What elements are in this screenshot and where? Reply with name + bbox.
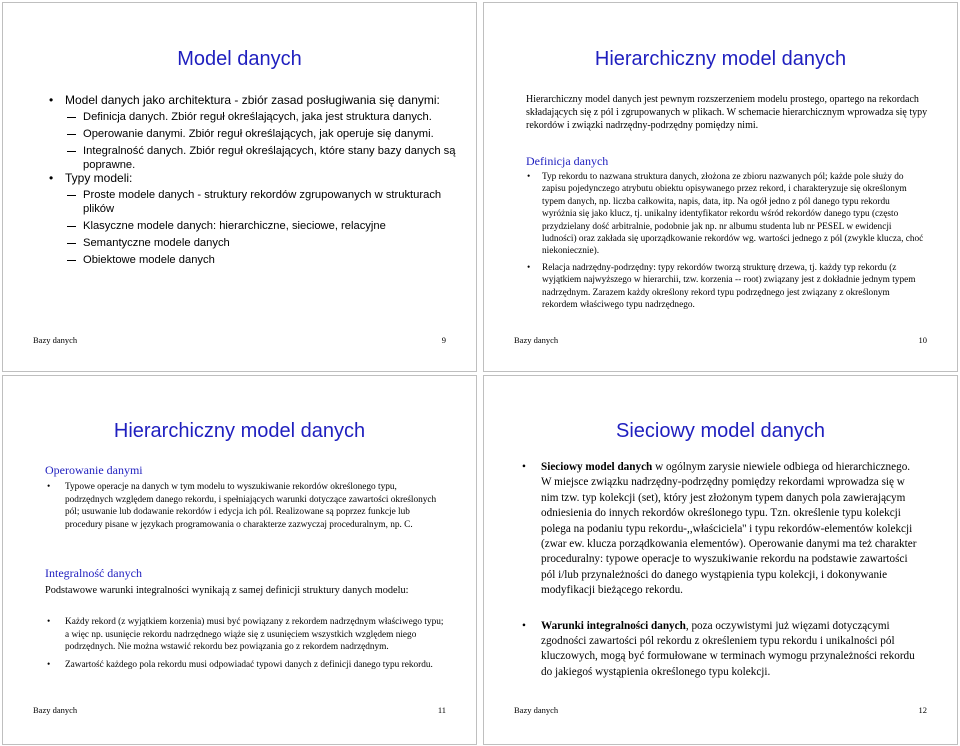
slide-title: Hierarchiczny model danych (113, 420, 366, 442)
page-number: 12 (918, 705, 927, 715)
footer-course: Bazy danych (33, 705, 78, 715)
slide-title: Hierarchiczny model danych (594, 48, 847, 70)
bullet-list (526, 171, 926, 315)
page-number: 9 (441, 335, 446, 345)
slide-body (51, 93, 461, 267)
bullet-list (45, 616, 445, 676)
bullet-item: • Relacja nadrzędny-podrzędny: typy rekordów tworzą strukturę drzewa, tj. każdy typ rekordu (z wyjątkiem najwyższego w hierarchii, tzw. korzenia -- root) związany jest z dokładnie jednym typem nadrzędnym. Zarazem każdy określony rekord typu podrzędnego jest związany z określonym rekordem właściwego typu nadrzędnego. (526, 262, 926, 312)
bullet-item: • Typy modeli: (51, 171, 461, 186)
sub-item: Integralność danych. Zbiór reguł określających, które stany bazy danych są poprawne. (51, 144, 461, 172)
sub-item: Definicja danych. Zbiór reguł określających, jaka jest struktura danych. (51, 110, 461, 124)
bullet-item: • Każdy rekord (z wyjątkiem korzenia) musi być powiązany z rekordem nadrzędnym właściwego typu; a więc np. usunięcie rekordu nadrzędnego wiąże się z usunięciem wszystkich względem niego podrzędnych. Nie można wstawić rekordu bez powiązania go z rekordem nadrzędnym. (45, 616, 445, 654)
slide-11 (2, 375, 477, 745)
footer-course: Bazy danych (514, 705, 559, 715)
section-heading: Integralność danych (45, 566, 142, 580)
section-heading: Definicja danych (526, 154, 609, 168)
bullet-text: w ogólnym zarysie niewiele odbiega od hierarchicznego. W miejsce związku nadrzędny-podrzędny pomiędzy rekordami wprowadza się w nim tzw. typ kolekcji (set), który jest złożonym typem danych pola zawierającym odniesienia do innych rekordów określonego typu. Tzn. określenie typu kolekcji polega na podaniu typu rekordu-,,właściciela'' i typu rekordów-elementów kolekcji (zwar ew. klucza porządkowania elementów). Operowanie danymi ma też charakter proceduralny: typowe operacje to wyszukiwanie rekordu na podstawie zawartości pól i/lub przynależności do danego wystąpienia typu kolekcji, i dokonywanie modyfikacji bieżącego rekordu. (541, 461, 917, 597)
slide-title: Sieciowy model danych (616, 420, 825, 442)
bullet-item: • Typowe operacje na danych w tym modelu to wyszukiwanie rekordów określonego typu, podrzędnych względem danego rekordu, i spełniających warunki dotyczące zawartości określonych pól; usuwanie lub dodawanie rekordów i edycja ich pól. Realizowane są poprzez funkcje lub procedury pisane w językach programowania o charakterze zazwyczaj proceduralnym, np. C. (45, 481, 445, 531)
footer-course: Bazy danych (514, 335, 559, 345)
bold-term: Warunki integralności danych (541, 619, 686, 632)
sub-item: Operowanie danymi. Zbiór reguł określających, jak operuje się danymi. (51, 127, 461, 141)
bullet-item: • Zawartość każdego pola rekordu musi odpowiadać typowi danych z definicji danego typu rekordu. (45, 659, 445, 672)
page-number: 11 (437, 705, 446, 715)
slide-title: Model danych (177, 48, 302, 70)
bullet-item: • Typ rekordu to nazwana struktura danych, złożona ze zbioru nazwanych pól; każde pole służy do zapisu pojedynczego atrybutu obiektu opisywanego przez rekord, i charakteryzuje się określonym typem danych, np. liczba całkowita, napis, data, itp. Na ogół jedno z pól danego typu rekordu wyróżnia się jako klucz, tj. unikalny identyfikator rekordu wśród rekordów danego typu (często przydzielany dość arbitralnie, podobnie jak np. nr albumu studenta lub nr PESEL w ewidencji ludności) oraz zakłada się uporządkowanie rekordów wg. wartości jednego z pól (zwykle klucza, choć niekoniecznie). (526, 171, 926, 258)
bullet-list (522, 460, 922, 700)
bullet-text: , poza oczywistymi już więzami dotyczącymi zgodności zawartości pól rekordu z określeniem typu rekordu i unikalności pól kluczowych, mogą być formułowane w terminach wymogu przynależności rekordu do jakiegoś wystąpienia określonego typu kolekcji. (541, 619, 915, 678)
bold-term: Sieciowy model danych (541, 461, 653, 473)
footer-course: Bazy danych (33, 335, 78, 345)
sub-item: Proste modele danych - struktury rekordów zgrupowanych w strukturach plików (51, 188, 461, 216)
slide-12 (483, 375, 958, 745)
bullet-list (45, 481, 445, 536)
bullet-item (522, 460, 922, 599)
bullet-item (522, 619, 922, 681)
slide-10 (483, 2, 958, 372)
bullet-item: • Model danych jako architektura - zbiór zasad posługiwania się danymi: (51, 93, 461, 108)
intro-paragraph: Hierarchiczny model danych jest pewnym rozszerzeniem modelu prostego, opartego na rekordach składających się z pól i zgrupowanych w plikach. W schemacie hierarchicznym wprowadza się typy rekordów i związki nadrzędny-podrzędny pomiędzy nimi. (526, 94, 928, 131)
sub-item: Semantyczne modele danych (51, 236, 461, 250)
section-heading: Operowanie danymi (45, 463, 143, 477)
sub-item: Obiektowe modele danych (51, 253, 461, 267)
slide-9 (2, 2, 477, 372)
page-number: 10 (918, 335, 927, 345)
paragraph: Podstawowe warunki integralności wynikają z samej definicji struktury danych modelu: (45, 585, 409, 596)
sub-item: Klasyczne modele danych: hierarchiczne, sieciowe, relacyjne (51, 219, 461, 233)
